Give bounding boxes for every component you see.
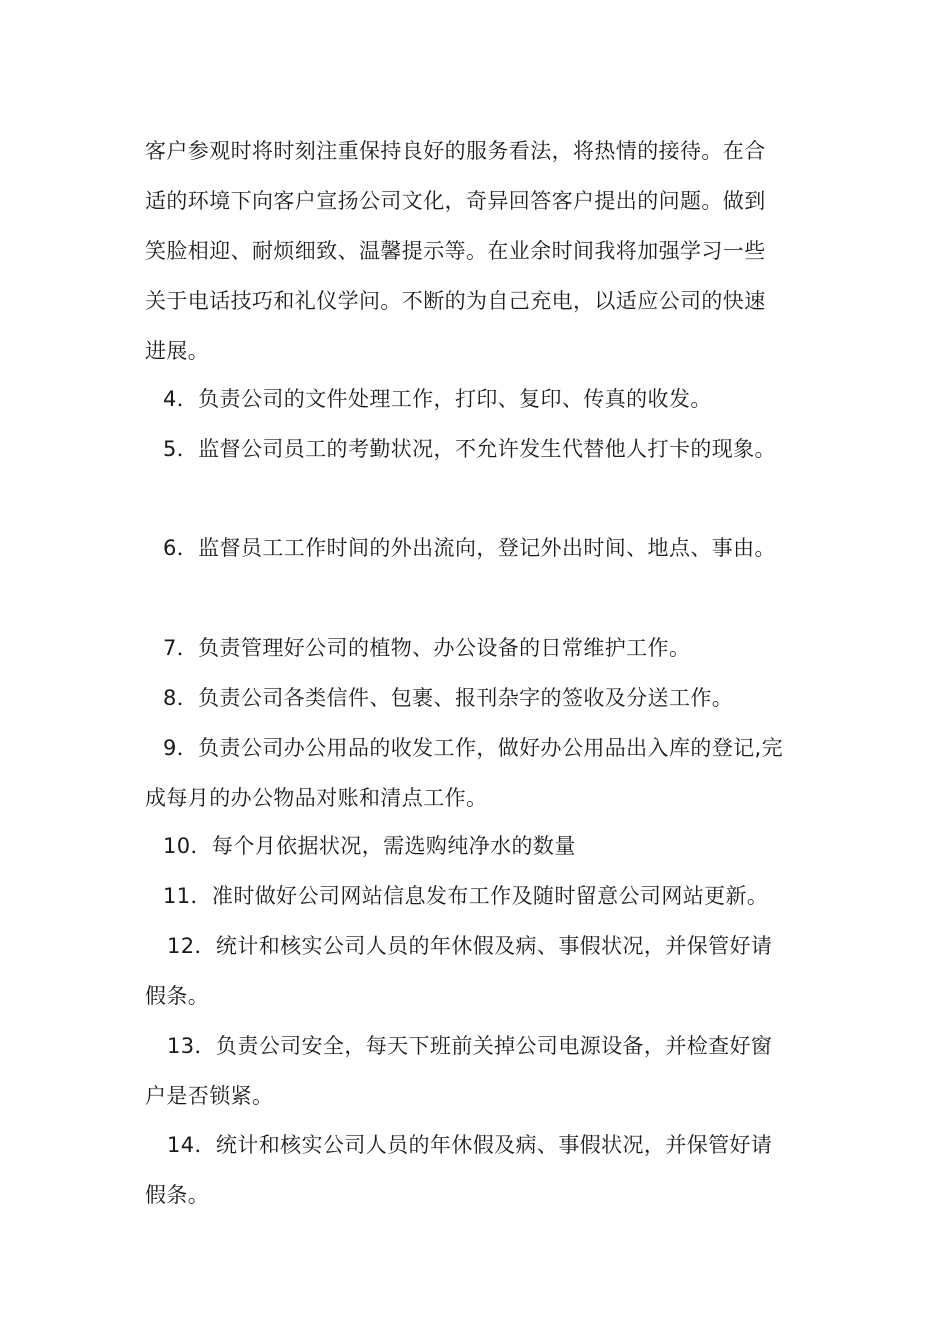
list-item-12: 12．统计和核实公司人员的年休假及病、事假状况，并保管好请 <box>167 934 773 958</box>
list-item-4: 4．负责公司的文件处理工作，打印、复印、传真的收发。 <box>163 387 712 411</box>
list-item-13: 13．负责公司安全，每天下班前关掉公司电源设备，并检查好窗 <box>167 1034 773 1058</box>
list-item-9: 9．负责公司办公用品的收发工作，做好办公用品出入库的登记,完 <box>163 736 784 760</box>
list-item-6: 6．监督员工工作时间的外出流向，登记外出时间、地点、事由。 <box>163 536 776 560</box>
list-item-14: 14．统计和核实公司人员的年休假及病、事假状况，并保管好请 <box>167 1133 773 1157</box>
paragraph-line: 进展。 <box>145 339 210 363</box>
paragraph-line: 客户参观时将时刻注重保持良好的服务看法，将热情的接待。在合 <box>145 139 766 163</box>
list-item-5: 5．监督公司员工的考勤状况，不允许发生代替他人打卡的现象。 <box>163 437 776 461</box>
list-item-11: 11．准时做好公司网站信息发布工作及随时留意公司网站更新。 <box>163 884 769 908</box>
list-item-9-continued: 成每月的办公物品对账和清点工作。 <box>145 786 488 810</box>
list-item-13-continued: 户是否锁紧。 <box>145 1084 274 1108</box>
paragraph-line: 适的环境下向客户宣扬公司文化，奇异回答客户提出的问题。做到 <box>145 189 766 213</box>
list-item-8: 8．负责公司各类信件、包裹、报刊杂字的签收及分送工作。 <box>163 686 734 710</box>
paragraph-line: 关于电话技巧和礼仪学问。不断的为自己充电，以适应公司的快速 <box>145 289 766 313</box>
list-item-12-continued: 假条。 <box>145 984 210 1008</box>
paragraph-line: 笑脸相迎、耐烦细致、温馨提示等。在业余时间我将加强学习一些 <box>145 239 766 263</box>
list-item-10: 10．每个月依据状况，需选购纯净水的数量 <box>163 834 576 858</box>
list-item-14-continued: 假条。 <box>145 1183 210 1207</box>
list-item-7: 7．负责管理好公司的植物、办公设备的日常维护工作。 <box>163 636 691 660</box>
